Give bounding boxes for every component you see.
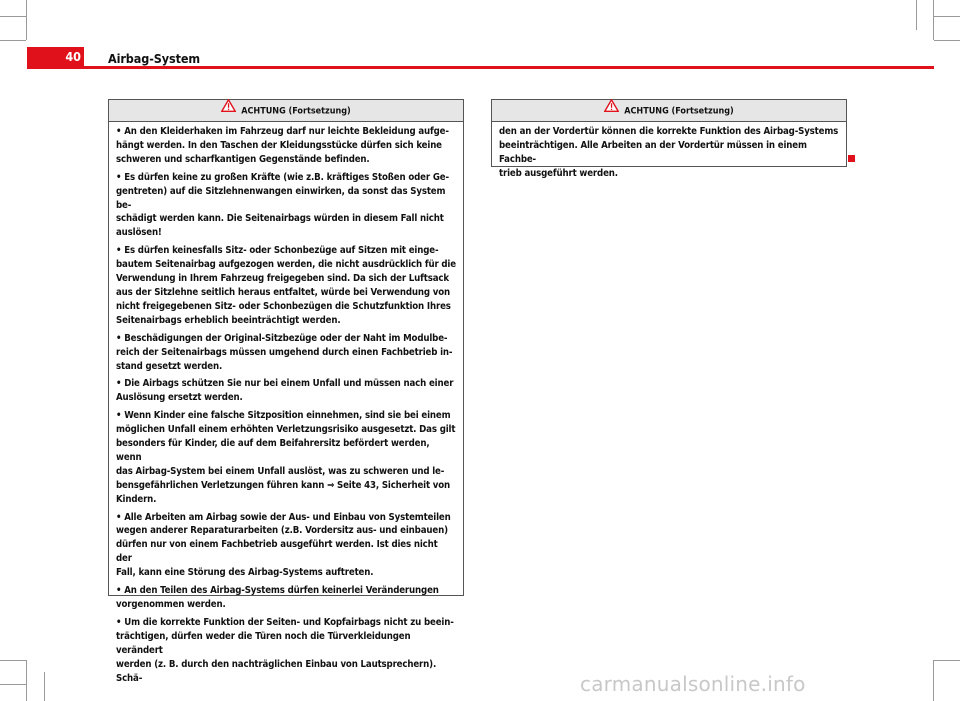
- crop-mark: [44, 672, 45, 701]
- crop-mark: [0, 16, 26, 17]
- watermark: carmanualsonline.info: [580, 672, 806, 696]
- continued-paragraph: [499, 125, 839, 181]
- crop-mark: [934, 40, 960, 41]
- text-line: Auslösung ersetzt werden.: [116, 392, 243, 404]
- bullet-paragraph: [116, 616, 456, 686]
- text-line: Verwendung in Ihrem Fahrzeug freigegeben sind. Da sich der Luftsack: [116, 273, 449, 285]
- warning-box-left: [108, 99, 464, 684]
- text-line: das Airbag-System bei einem Unfall auslöst, was zu schweren und le-: [116, 465, 445, 477]
- text-line: möglichen Unfall einem erhöhten Verletzungsrisiko ausgesetzt. Das gilt: [116, 424, 456, 436]
- text-line: trächtigen, dürfen weder die Türen noch die Türverkleidungen verändert: [116, 630, 411, 656]
- text-line: bensgefährlichen Verletzungen führen kann ⇒ Seite 43, Sicherheit von: [116, 479, 451, 491]
- crop-mark: [26, 660, 27, 701]
- text-line: trieb ausgeführt werden.: [499, 167, 618, 179]
- bullet-paragraph: [116, 409, 456, 506]
- text-line: hängt werden. In den Taschen der Kleidungsstücke dürfen sich keine: [116, 139, 442, 151]
- section-end-marker: [848, 155, 855, 162]
- text-line: • Es dürfen keine zu großen Kräfte (wie z.B. kräftiges Stoßen oder Ge-: [116, 171, 449, 183]
- warning-triangle-icon: [604, 99, 619, 121]
- text-line: • Wenn Kinder eine falsche Sitzposition einnehmen, sind sie bei einem: [116, 410, 451, 422]
- warning-box-header: [492, 100, 846, 122]
- warning-title: ACHTUNG (Fortsetzung): [241, 106, 351, 117]
- text-line: gentreten) auf die Sitzlehnenwangen einwirken, da sonst das System be-: [116, 185, 446, 211]
- text-line: auslösen!: [116, 227, 162, 239]
- bullet-paragraph: [116, 584, 456, 612]
- bullet-paragraph: [116, 244, 456, 327]
- bullet-paragraph: [116, 125, 456, 167]
- crop-mark: [934, 660, 960, 661]
- text-line: Kindern.: [116, 493, 157, 505]
- text-line: vorgenommen werden.: [116, 599, 226, 610]
- crop-mark: [934, 16, 960, 17]
- warning-title: ACHTUNG (Fortsetzung): [624, 106, 734, 117]
- text-line: Seitenairbags erheblich beeinträchtigt werden.: [116, 314, 341, 326]
- text-line: beeinträchtigen. Alle Arbeiten an der Vordertür müssen in einem Fachbe-: [499, 139, 807, 165]
- crop-mark: [933, 660, 934, 701]
- header-rule: [27, 66, 934, 69]
- text-line: • Um die korrekte Funktion der Seiten- und Kopfairbags nicht zu beein-: [116, 616, 454, 628]
- text-line: besonders für Kinder, die auf dem Beifahrersitz befördert werden, wenn: [116, 438, 430, 463]
- text-line: • Es dürfen keinesfalls Sitz- oder Schonbezüge auf Sitzen mit einge-: [116, 245, 439, 257]
- crop-mark: [916, 0, 917, 30]
- text-line: • Die Airbags schützen Sie nur bei einem Unfall und müssen nach einer: [116, 378, 454, 390]
- text-line: aus der Sitzlehne seitlich heraus entfaltet, würde bei Verwendung von: [116, 286, 451, 298]
- text-line: • An den Kleiderhaken im Fahrzeug darf nur leichte Bekleidung aufge-: [116, 126, 449, 137]
- bullet-paragraph: [116, 171, 456, 241]
- text-line: stand gesetzt werden.: [116, 360, 223, 372]
- warning-box-right: [491, 99, 847, 179]
- text-line: schädigt werden kann. Die Seitenairbags würden in diesem Fall nicht: [116, 213, 444, 225]
- text-line: Fall, kann eine Störung des Airbag-Systems auftreten.: [116, 567, 374, 579]
- warning-text: [492, 122, 846, 181]
- text-line: • Alle Arbeiten am Airbag sowie der Aus- und Einbau von Systemteilen: [116, 511, 451, 523]
- bullet-paragraph: [116, 332, 456, 374]
- crop-mark: [933, 0, 934, 40]
- text-line: werden (z. B. durch den nachträglichen Einbau von Lautsprechern). Schä-: [116, 658, 437, 684]
- page-number: 40: [27, 47, 84, 67]
- text-line: wegen anderer Reparaturarbeiten (z.B. Vordersitz aus- und einbauen): [116, 525, 448, 537]
- text-line: • Beschädigungen der Original-Sitzbezüge oder der Naht im Modulbe-: [116, 332, 448, 344]
- bullet-paragraph: [116, 377, 456, 405]
- text-line: nicht freigegebenen Sitz- oder Schonbezügen die Schutzfunktion Ihres: [116, 300, 451, 312]
- warning-text: [109, 122, 463, 685]
- text-line: dürfen nur von einem Fachbetrieb ausgeführt werden. Ist dies nicht der: [116, 539, 438, 565]
- section-title: Airbag-System: [108, 51, 201, 66]
- warning-triangle-icon: [221, 99, 236, 121]
- text-line: reich der Seitenairbags müssen umgehend durch einen Fachbetrieb in-: [116, 346, 453, 358]
- crop-mark: [0, 660, 26, 661]
- text-line: den an der Vordertür können die korrekte Funktion des Airbag-Systems: [499, 126, 839, 137]
- crop-mark: [0, 684, 26, 685]
- bullet-paragraph: [116, 511, 456, 581]
- crop-mark: [0, 40, 26, 41]
- text-line: schweren und scharfkantigen Gegenstände befinden.: [116, 153, 370, 165]
- warning-box-header: [109, 100, 463, 122]
- crop-mark: [26, 0, 27, 40]
- text-line: • An den Teilen des Airbag-Systems dürfen keinerlei Veränderungen: [116, 585, 439, 597]
- text-line: bautem Seitenairbag aufgezogen werden, die nicht ausdrücklich für die: [116, 259, 456, 271]
